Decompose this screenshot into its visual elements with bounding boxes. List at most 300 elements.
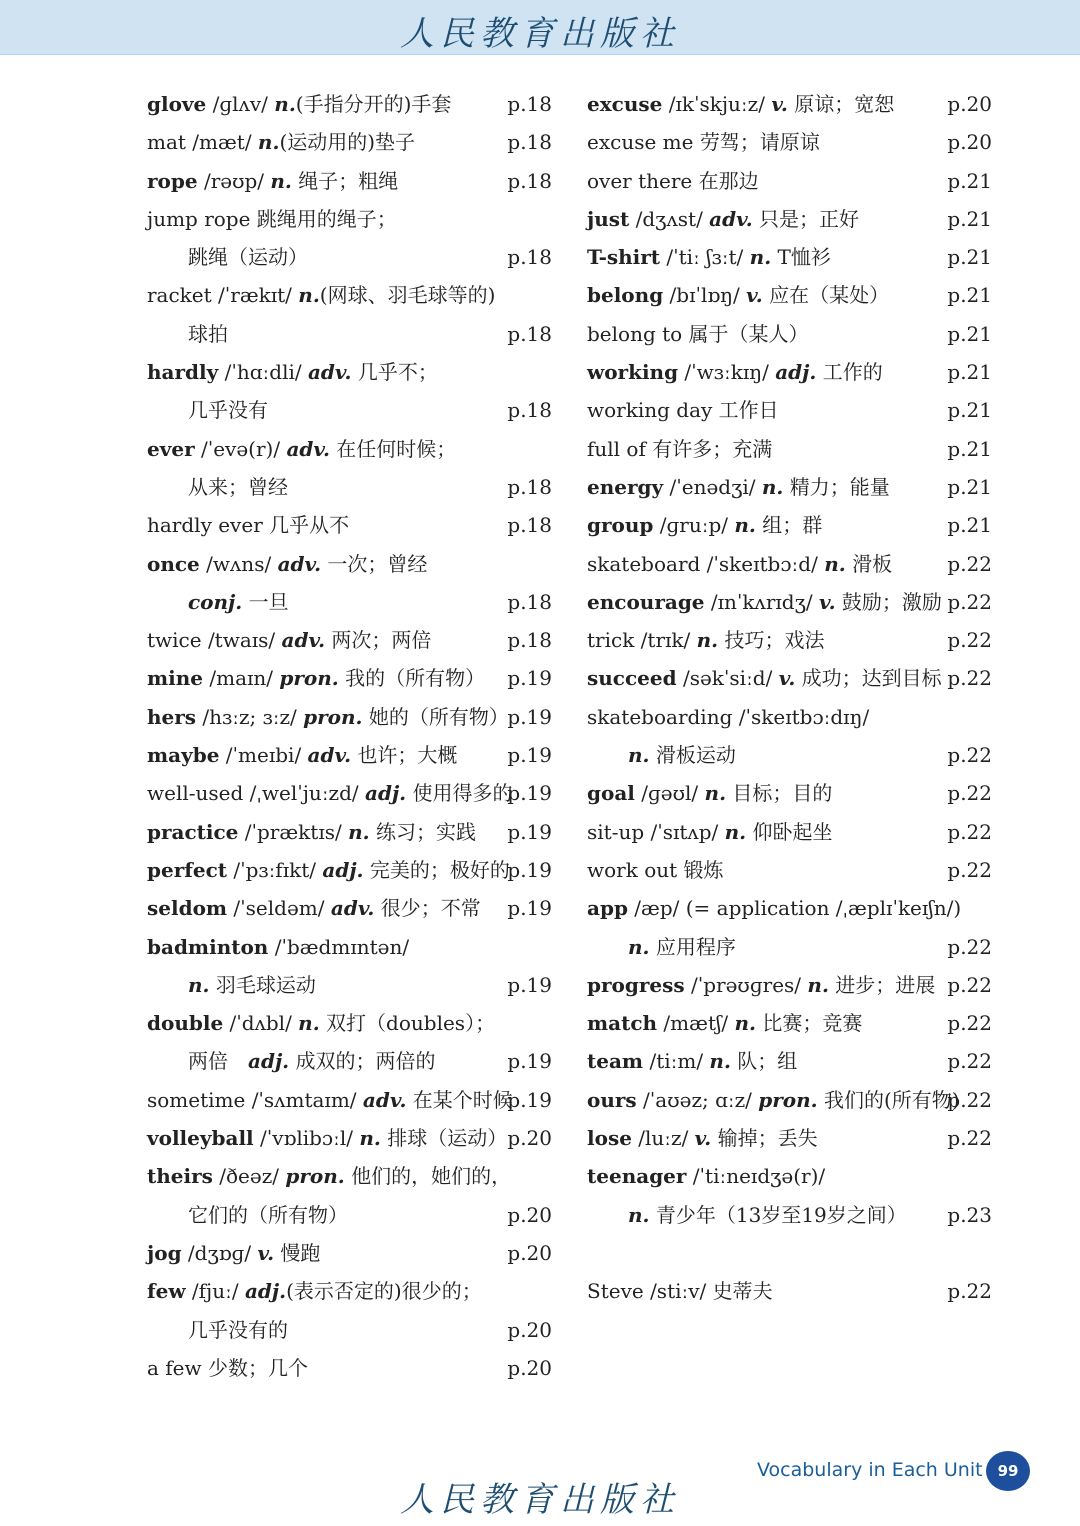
- entry-phonetic: mat /mæt/: [147, 130, 258, 155]
- page-reference: p.22: [947, 743, 992, 768]
- page-reference: p.19: [507, 857, 552, 882]
- headword: double: [147, 1011, 224, 1036]
- part-of-speech: n.: [628, 743, 650, 768]
- entry-text: [147, 123, 415, 161]
- entry-meaning: 完美的；极好的: [363, 857, 510, 882]
- vocab-entry: [587, 736, 992, 774]
- entry-text: [147, 200, 397, 238]
- entry-phonetic: /mætʃ/: [657, 1011, 735, 1036]
- page-reference: p.21: [947, 283, 992, 308]
- vocab-entry: [587, 1081, 992, 1119]
- vocab-entry: [587, 659, 992, 697]
- part-of-speech: adv.: [277, 551, 322, 576]
- part-of-speech: adv.: [281, 628, 326, 653]
- page-reference: p.21: [947, 321, 992, 346]
- vocab-entry: [147, 698, 552, 736]
- vocab-entry: [147, 774, 552, 812]
- entry-text: [587, 315, 809, 353]
- entry-meaning: 两次；两倍: [325, 628, 432, 653]
- entry-meaning: 羽毛球运动: [209, 972, 316, 997]
- entry-text: [147, 353, 438, 391]
- entry-phonetic: /səkˈsiːd/: [676, 666, 779, 691]
- page-reference: p.22: [947, 628, 992, 653]
- page-reference: p.20: [507, 1317, 552, 1342]
- vocab-entry: [587, 353, 992, 391]
- vocab-entry: [587, 430, 992, 468]
- entry-phonetic: 从来；曾经: [188, 474, 288, 499]
- headword: working: [587, 360, 679, 385]
- vocab-entry: [147, 506, 552, 544]
- publisher-logo-bottom: 人民教育出版社: [400, 1480, 680, 1520]
- entry-meaning: 使用得多的: [406, 781, 513, 806]
- page-reference: p.18: [507, 168, 552, 193]
- entry-text: [147, 583, 289, 621]
- entry-meaning: 鼓励；激励: [835, 589, 942, 614]
- vocab-entry: [147, 1119, 552, 1157]
- entry-text: [147, 659, 485, 697]
- vocab-entry: [587, 162, 992, 200]
- entry-text: [147, 1081, 513, 1119]
- entry-phonetic: 几乎没有: [188, 398, 268, 423]
- vocab-entry: [587, 583, 992, 621]
- headword: energy: [587, 474, 664, 499]
- part-of-speech: adj.: [775, 360, 817, 385]
- entry-text: [147, 1234, 320, 1272]
- headword: ours: [587, 1087, 637, 1112]
- page-reference: p.21: [947, 168, 992, 193]
- entry-phonetic: /ˈtiːneɪdʒə(r)/: [686, 1164, 826, 1189]
- part-of-speech: n.: [359, 1126, 381, 1151]
- entry-meaning: 他们的，她们的，: [344, 1164, 512, 1189]
- vocab-entry: [147, 545, 552, 583]
- entry-meaning: 原谅；宽恕: [787, 92, 895, 116]
- part-of-speech: adv.: [330, 896, 375, 921]
- entry-meaning: 滑板运动: [649, 743, 736, 768]
- part-of-speech: n.: [709, 1049, 731, 1074]
- part-of-speech: adj.: [322, 857, 364, 882]
- entry-meaning: 成双的；两倍的: [289, 1049, 436, 1074]
- entry-phonetic: /tiːm/: [643, 1049, 710, 1074]
- headword: hers: [147, 704, 197, 729]
- headword: badminton: [147, 934, 269, 959]
- entry-meaning: 队；组: [730, 1049, 798, 1074]
- entry-text: [587, 468, 890, 506]
- entry-meaning: 排球（运动）: [380, 1126, 508, 1151]
- part-of-speech: pron.: [285, 1164, 345, 1189]
- headword: practice: [147, 819, 239, 844]
- entry-phonetic: /ɡlʌv/: [206, 92, 275, 116]
- vocab-entry: [147, 353, 552, 391]
- part-of-speech: v.: [818, 589, 836, 614]
- headword: seldom: [147, 896, 228, 921]
- vocab-entry: [147, 315, 552, 353]
- entry-text: [587, 162, 759, 200]
- entry-meaning: 仰卧起坐: [746, 819, 833, 844]
- vocab-entry: [587, 200, 992, 238]
- vocab-column-left: [147, 85, 552, 1387]
- entry-phonetic: /ˈmeɪbi/: [219, 743, 308, 768]
- entry-meaning: 输掉；丢失: [711, 1126, 818, 1151]
- headword: hardly: [147, 360, 219, 385]
- vocab-entry: [587, 1196, 992, 1234]
- entry-meaning: 也许；大概: [351, 743, 458, 768]
- entry-phonetic: working day 工作日: [587, 398, 779, 423]
- entry-text: [147, 1119, 507, 1157]
- headword: rope: [147, 168, 198, 193]
- part-of-speech: conj.: [188, 589, 243, 614]
- entry-text: [147, 928, 409, 966]
- vocab-entry: [147, 1272, 552, 1310]
- entry-text: [587, 430, 772, 468]
- page-reference: p.21: [947, 360, 992, 385]
- entry-phonetic: /ˈprəʊɡres/: [684, 972, 808, 997]
- vocab-entry: [587, 928, 992, 966]
- entry-phonetic: skateboard /ˈskeɪtbɔːd/: [587, 551, 825, 576]
- part-of-speech: v.: [257, 1240, 275, 1265]
- part-of-speech: n.: [824, 551, 846, 576]
- page-reference: p.19: [507, 743, 552, 768]
- headword: once: [147, 551, 200, 576]
- entry-phonetic: /ˈevə(r)/: [194, 436, 287, 461]
- entry-phonetic: sometime /ˈsʌmtaɪm/: [147, 1087, 363, 1112]
- headword: succeed: [587, 666, 677, 691]
- vocab-entry: [587, 851, 992, 889]
- page-reference: p.21: [947, 474, 992, 499]
- part-of-speech: n.: [298, 1011, 320, 1036]
- entry-meaning: 一次；曾经: [321, 551, 428, 576]
- entry-phonetic: 跳绳（运动）: [188, 245, 308, 270]
- headword: group: [587, 513, 654, 538]
- vocab-entry: [147, 851, 552, 889]
- page-reference: p.18: [507, 92, 552, 116]
- part-of-speech: n.: [274, 92, 296, 116]
- entry-text: [587, 698, 869, 736]
- part-of-speech: n.: [749, 245, 772, 270]
- entry-text: [587, 391, 779, 429]
- headword: few: [147, 1279, 186, 1304]
- vocab-entry: [147, 468, 552, 506]
- vocab-entry: [147, 1311, 552, 1349]
- entry-meaning: 精力；能量: [783, 474, 890, 499]
- page-reference: p.18: [507, 513, 552, 538]
- entry-phonetic: Steve /stiːv/ 史蒂夫: [587, 1279, 773, 1304]
- vocab-entry: [587, 391, 992, 429]
- part-of-speech: n.: [734, 1011, 757, 1036]
- vocab-entry: [587, 1234, 992, 1272]
- vocab-entry: [587, 1157, 992, 1195]
- entry-meaning: 只是；正好: [752, 206, 860, 231]
- page-reference: p.20: [507, 1240, 552, 1265]
- entry-meaning: 双打（doubles）；: [319, 1011, 496, 1036]
- entry-text: [587, 659, 942, 697]
- entry-phonetic: /ˈpɜːfɪkt/: [227, 857, 323, 882]
- headword: app: [587, 896, 628, 921]
- page-reference: p.18: [507, 628, 552, 653]
- page-reference: p.22: [947, 819, 992, 844]
- entry-meaning: 成功；达到目标: [795, 666, 942, 691]
- entry-text: [587, 1119, 818, 1157]
- entry-phonetic: /æp/ (= application /ˌæplɪˈkeɪʃn/): [627, 896, 962, 921]
- vocab-entry: [147, 928, 552, 966]
- entry-phonetic: /ˈdʌbl/: [223, 1011, 299, 1036]
- page-reference: p.19: [507, 1049, 552, 1074]
- entry-meaning: 技巧；戏法: [718, 628, 825, 653]
- part-of-speech: adv.: [362, 1087, 407, 1112]
- entry-phonetic: /ˈwɜːkɪŋ/: [678, 360, 776, 385]
- headword: teenager: [587, 1164, 687, 1189]
- part-of-speech: adj.: [248, 1049, 290, 1074]
- entry-phonetic: twice /twaɪs/: [147, 628, 282, 653]
- vocab-entry: [147, 123, 552, 161]
- entry-phonetic: /luːz/: [631, 1126, 695, 1151]
- entry-phonetic: a few 少数；几个: [147, 1355, 308, 1380]
- headword: excuse: [587, 92, 663, 116]
- headword: theirs: [147, 1164, 213, 1189]
- entry-meaning: 滑板: [845, 551, 893, 576]
- vocab-entry: [587, 1004, 992, 1042]
- entry-text: [147, 85, 451, 123]
- entry-phonetic: /fjuː/: [185, 1279, 245, 1304]
- entry-text: [587, 545, 892, 583]
- entry-phonetic: /ɪkˈskjuːz/: [662, 92, 772, 116]
- entry-phonetic: /ˈenədʒi/: [663, 474, 762, 499]
- entry-text: [587, 1004, 862, 1042]
- headword: jog: [147, 1240, 182, 1265]
- entry-text: [147, 1157, 511, 1195]
- entry-text: [587, 851, 724, 889]
- entry-phonetic: racket /ˈrækɪt/: [147, 283, 299, 308]
- part-of-speech: adj.: [365, 781, 407, 806]
- vocab-entry: [587, 123, 992, 161]
- page-reference: p.19: [507, 1087, 552, 1112]
- page-reference: p.18: [507, 589, 552, 614]
- entry-text: [147, 468, 288, 506]
- part-of-speech: v.: [746, 283, 763, 308]
- vocab-entry: [587, 276, 992, 314]
- page-reference: p.22: [947, 551, 992, 576]
- headword: T-shirt: [587, 245, 661, 270]
- entry-text: [147, 545, 427, 583]
- entry-phonetic: /rəʊp/: [197, 168, 271, 193]
- entry-phonetic: over there 在那边: [587, 168, 759, 193]
- part-of-speech: n.: [298, 283, 320, 308]
- headword: just: [587, 206, 630, 231]
- page-reference: p.20: [947, 130, 992, 155]
- entry-meaning: 工作的: [816, 360, 883, 385]
- part-of-speech: adv.: [286, 436, 330, 461]
- vocab-entry: [587, 774, 992, 812]
- page-reference: p.19: [507, 896, 552, 921]
- vocab-entry: [147, 736, 552, 774]
- page-reference: p.20: [507, 1202, 552, 1227]
- entry-meaning: (表示否定的)很少的；: [286, 1279, 482, 1304]
- entry-text: [147, 430, 456, 468]
- vocab-entry: [147, 889, 552, 927]
- entry-phonetic: /ˈaʊəz; ɑːz/: [636, 1087, 759, 1112]
- entry-meaning: 目标；目的: [726, 781, 833, 806]
- vocab-entry: [587, 1272, 992, 1310]
- vocab-entry: [587, 889, 992, 927]
- entry-phonetic: jump rope 跳绳用的绳子；: [147, 206, 397, 231]
- headword: lose: [587, 1126, 632, 1151]
- entry-text: [587, 1157, 825, 1195]
- entry-phonetic: 球拍: [188, 321, 228, 346]
- page-reference: p.22: [947, 666, 992, 691]
- vocab-entry: [587, 1119, 992, 1157]
- entry-phonetic: 它们的（所有物）: [188, 1202, 348, 1227]
- entry-text: [587, 506, 822, 544]
- vocab-entry: [147, 583, 552, 621]
- entry-phonetic: /ˈhɑːdli/: [218, 360, 308, 385]
- headword: volleyball: [147, 1126, 254, 1151]
- vocab-entry: [147, 1234, 552, 1272]
- part-of-speech: n.: [734, 513, 756, 538]
- entry-phonetic: /bɪˈlɒŋ/: [663, 283, 747, 308]
- entry-text: [147, 1349, 308, 1387]
- vocab-entry: [147, 813, 552, 851]
- entry-text: [147, 315, 228, 353]
- entry-text: [147, 1311, 288, 1349]
- entry-text: [147, 238, 308, 276]
- entry-text: [587, 85, 894, 123]
- entry-phonetic: excuse me 劳驾；请原谅: [587, 130, 820, 155]
- headword: goal: [587, 781, 635, 806]
- entry-phonetic: /dʒɒɡ/: [181, 1240, 258, 1265]
- page-reference: p.22: [947, 589, 992, 614]
- entry-text: [147, 889, 481, 927]
- entry-text: [147, 1272, 482, 1310]
- entry-meaning: (运动用的)垫子: [279, 130, 416, 155]
- entry-text: [587, 583, 942, 621]
- vocab-entry: [147, 621, 552, 659]
- entry-phonetic: /ðeəz/: [212, 1164, 286, 1189]
- entry-text: [587, 1196, 907, 1234]
- entry-meaning: (网球、羽毛球等的): [319, 283, 496, 308]
- page-reference: p.21: [947, 245, 992, 270]
- page-reference: p.18: [507, 245, 552, 270]
- entry-text: [587, 928, 736, 966]
- vocab-entry: [147, 162, 552, 200]
- entry-phonetic: skateboarding /ˈskeɪtbɔːdɪŋ/: [587, 704, 870, 729]
- part-of-speech: adv.: [709, 206, 753, 231]
- vocab-entry: [147, 1157, 552, 1195]
- page-reference: p.19: [507, 666, 552, 691]
- entry-phonetic: well-used /ˌwelˈjuːzd/: [147, 781, 365, 806]
- headword: team: [587, 1049, 644, 1074]
- entry-phonetic: /ɪnˈkʌrɪdʒ/: [704, 589, 819, 614]
- entry-meaning: 进步；进展: [828, 972, 936, 997]
- entry-text: [587, 1272, 773, 1310]
- vocab-entry: [587, 545, 992, 583]
- vocab-entry: [587, 468, 992, 506]
- headword: maybe: [147, 743, 220, 768]
- entry-meaning: 一旦: [242, 589, 289, 614]
- entry-phonetic: /ɡruːp/: [653, 513, 735, 538]
- entry-meaning: 在任何时候；: [329, 436, 457, 461]
- entry-text: [587, 966, 935, 1004]
- entry-text: [587, 123, 820, 161]
- entry-text: [147, 966, 316, 1004]
- entry-phonetic: /ɡəʊl/: [634, 781, 705, 806]
- page-reference: p.21: [947, 398, 992, 423]
- vocab-entry: [587, 813, 992, 851]
- entry-text: [147, 1004, 495, 1042]
- section-title: Vocabulary in Each Unit: [757, 1459, 983, 1481]
- headword: match: [587, 1011, 658, 1036]
- vocab-entry: [147, 430, 552, 468]
- vocab-entry: [147, 1196, 552, 1234]
- entry-meaning: 我们的(所有物): [817, 1087, 960, 1112]
- entry-phonetic: belong to 属于（某人）: [587, 321, 809, 346]
- vocab-entry: [147, 966, 552, 1004]
- page-reference: p.20: [947, 92, 992, 116]
- entry-text: [147, 774, 513, 812]
- entry-phonetic: /ˈpræktɪs/: [238, 819, 349, 844]
- page-reference: p.22: [947, 1279, 992, 1304]
- page-reference: p.23: [947, 1202, 992, 1227]
- headword: glove: [147, 92, 207, 116]
- page-reference: p.20: [507, 1355, 552, 1380]
- entry-text: [587, 276, 889, 314]
- entry-meaning: 比赛；竞赛: [756, 1011, 863, 1036]
- entry-meaning: 几乎不；: [351, 360, 438, 385]
- part-of-speech: n.: [188, 972, 210, 997]
- entry-meaning: 我的（所有物）: [338, 666, 486, 691]
- entry-phonetic: /wʌns/: [199, 551, 278, 576]
- entry-text: [587, 1042, 797, 1080]
- entry-text: [587, 1081, 960, 1119]
- page-reference: p.19: [507, 819, 552, 844]
- headword: mine: [147, 666, 204, 691]
- entry-phonetic: /ˈvɒlibɔːl/: [253, 1126, 360, 1151]
- page-reference: p.20: [507, 1126, 552, 1151]
- vocab-entry: [587, 315, 992, 353]
- page-number-badge: 99: [986, 1451, 1030, 1491]
- vocab-entry: [147, 276, 552, 314]
- entry-text: [147, 506, 349, 544]
- page-reference: p.18: [507, 398, 552, 423]
- part-of-speech: v.: [694, 1126, 712, 1151]
- entry-text: [147, 621, 431, 659]
- entry-text: [587, 774, 832, 812]
- part-of-speech: n.: [704, 781, 727, 806]
- part-of-speech: n.: [270, 168, 292, 193]
- part-of-speech: adj.: [244, 1279, 287, 1304]
- page-reference: p.22: [947, 972, 992, 997]
- vocab-entry: [147, 1042, 552, 1080]
- vocab-column-right: [587, 85, 992, 1311]
- page-reference: p.22: [947, 1126, 992, 1151]
- vocab-entry: [147, 391, 552, 429]
- publisher-logo-top: 人民教育出版社: [400, 14, 680, 54]
- entry-meaning: (手指分开的)手套: [295, 92, 452, 116]
- part-of-speech: n.: [628, 1202, 650, 1227]
- vocab-entry: [147, 238, 552, 276]
- entry-phonetic: /hɜːz; ɜːz/: [196, 704, 304, 729]
- part-of-speech: n.: [807, 972, 829, 997]
- vocab-entry: [587, 85, 992, 123]
- vocab-entry: [147, 659, 552, 697]
- vocab-entry: [587, 966, 992, 1004]
- page-reference: p.19: [507, 704, 552, 729]
- entry-phonetic: /ˈbædmɪntən/: [268, 934, 410, 959]
- entry-meaning: 绳子；粗绳: [291, 168, 399, 193]
- headword: perfect: [147, 857, 227, 882]
- page-reference: p.18: [507, 474, 552, 499]
- page-reference: p.22: [947, 781, 992, 806]
- entry-meaning: 慢跑: [274, 1240, 321, 1265]
- page-reference: p.22: [947, 1011, 992, 1036]
